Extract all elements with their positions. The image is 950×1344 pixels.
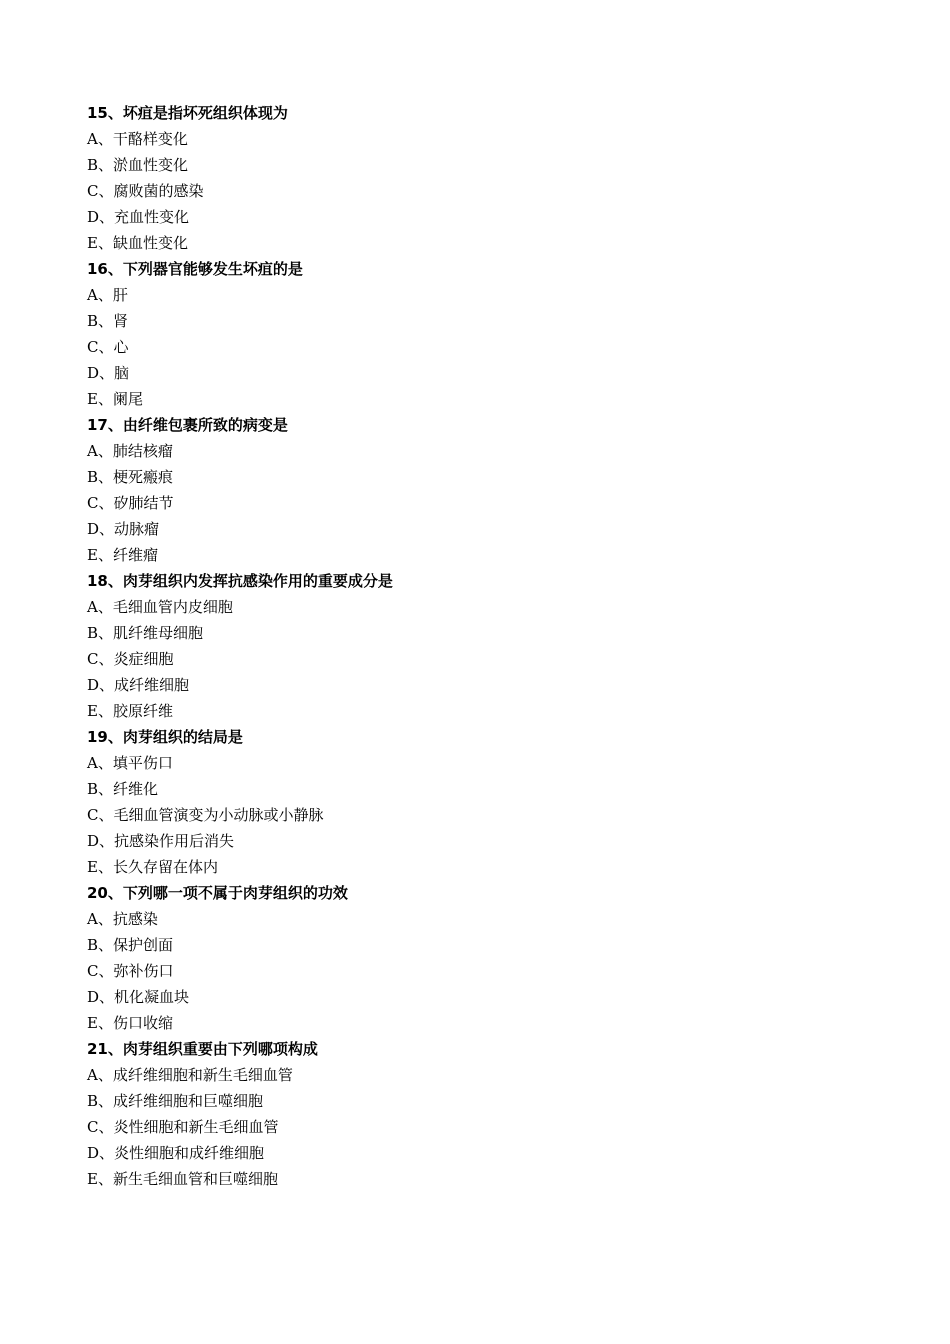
option-c: C、矽肺结节 bbox=[87, 494, 174, 512]
option-d: D、动脉瘤 bbox=[87, 520, 160, 538]
option-e: E、缺血性变化 bbox=[87, 234, 188, 252]
option-a: A、成纤维细胞和新生毛细血管 bbox=[87, 1066, 293, 1084]
option-d: D、充血性变化 bbox=[87, 208, 190, 226]
option-e: E、阑尾 bbox=[87, 390, 143, 408]
question-title: 17、由纤维包裹所致的病变是 bbox=[87, 416, 288, 434]
option-a: A、肺结核瘤 bbox=[87, 442, 173, 460]
question-title: 16、下列器官能够发生坏疽的是 bbox=[87, 260, 303, 278]
question-19 bbox=[87, 724, 887, 880]
question-title: 15、坏疽是指坏死组织体现为 bbox=[87, 104, 288, 122]
option-e: E、新生毛细血管和巨噬细胞 bbox=[87, 1170, 278, 1188]
option-c: C、炎性细胞和新生毛细血管 bbox=[87, 1118, 279, 1136]
question-20 bbox=[87, 880, 887, 1036]
option-b: B、成纤维细胞和巨噬细胞 bbox=[87, 1092, 264, 1110]
question-21 bbox=[87, 1036, 887, 1192]
option-b: B、保护创面 bbox=[87, 936, 174, 954]
question-title: 19、肉芽组织的结局是 bbox=[87, 728, 243, 746]
question-17 bbox=[87, 412, 887, 568]
option-b: B、淤血性变化 bbox=[87, 156, 189, 174]
option-d: D、成纤维细胞 bbox=[87, 676, 190, 694]
option-e: E、纤维瘤 bbox=[87, 546, 158, 564]
option-b: B、梗死瘢痕 bbox=[87, 468, 174, 486]
option-d: D、机化凝血块 bbox=[87, 988, 190, 1006]
document-page bbox=[87, 100, 887, 1192]
option-c: C、腐败菌的感染 bbox=[87, 182, 204, 200]
option-c: C、弥补伤口 bbox=[87, 962, 174, 980]
option-e: E、长久存留在体内 bbox=[87, 858, 218, 876]
option-c: C、心 bbox=[87, 338, 129, 356]
option-c: C、毛细血管演变为小动脉或小静脉 bbox=[87, 806, 324, 824]
option-c: C、炎症细胞 bbox=[87, 650, 174, 668]
option-b: B、肌纤维母细胞 bbox=[87, 624, 204, 642]
option-a: A、毛细血管内皮细胞 bbox=[87, 598, 233, 616]
option-d: D、抗感染作用后消失 bbox=[87, 832, 235, 850]
question-18 bbox=[87, 568, 887, 724]
option-d: D、脑 bbox=[87, 364, 130, 382]
option-b: B、纤维化 bbox=[87, 780, 159, 798]
question-title: 20、下列哪一项不属于肉芽组织的功效 bbox=[87, 884, 348, 902]
option-a: A、肝 bbox=[87, 286, 128, 304]
question-title: 21、肉芽组织重要由下列哪项构成 bbox=[87, 1040, 318, 1058]
option-d: D、炎性细胞和成纤维细胞 bbox=[87, 1144, 265, 1162]
question-title: 18、肉芽组织内发挥抗感染作用的重要成分是 bbox=[87, 572, 393, 590]
option-a: A、干酪样变化 bbox=[87, 130, 188, 148]
option-b: B、肾 bbox=[87, 312, 129, 330]
option-a: A、抗感染 bbox=[87, 910, 158, 928]
question-15 bbox=[87, 100, 887, 256]
option-e: E、胶原纤维 bbox=[87, 702, 173, 720]
option-e: E、伤口收缩 bbox=[87, 1014, 173, 1032]
option-a: A、填平伤口 bbox=[87, 754, 173, 772]
question-16 bbox=[87, 256, 887, 412]
